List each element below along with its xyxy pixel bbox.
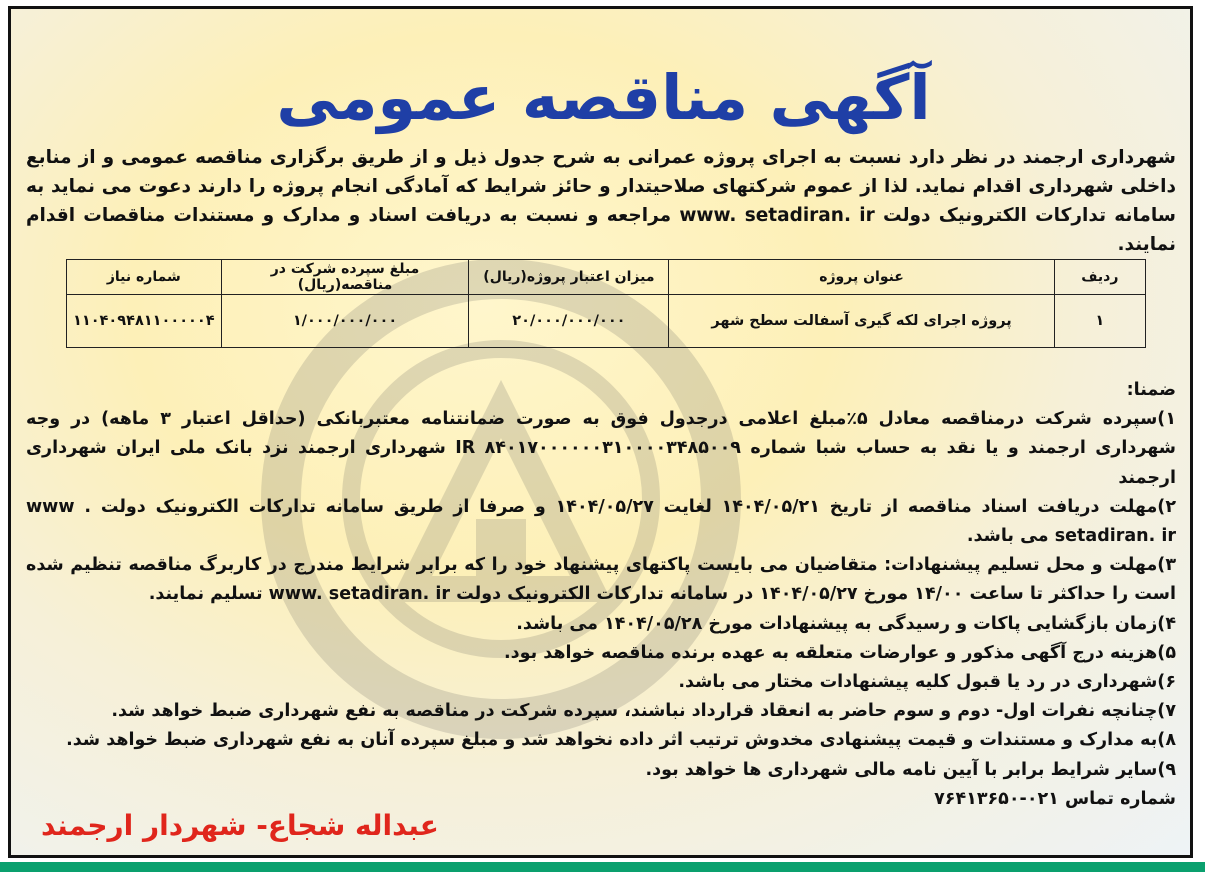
notes-section	[26, 376, 1176, 814]
tender-table	[66, 259, 1146, 348]
col-header-project-title: عنوان پروژه	[669, 260, 1054, 295]
bottom-accent-bar	[0, 862, 1205, 872]
col-header-need-number: شماره نیاز	[67, 260, 222, 295]
cell-row-number: ۱	[1054, 295, 1145, 348]
notice-title: آگهی مناقصه عمومی	[276, 61, 931, 134]
notes-heading: ضمنا:	[1126, 380, 1176, 400]
col-header-row-number: ردیف	[1054, 260, 1145, 295]
cell-need-number: ۱۱۰۴۰۹۴۸۱۱۰۰۰۰۰۴	[67, 295, 222, 348]
table-row	[67, 295, 1146, 348]
intro-paragraph: شهرداری ارجمند در نظر دارد نسبت به اجرای پروژه عمرانی به شرح جدول ذیل و از طریق برگزاری مناقصه عمومی و از منابع داخلی شهرداری اقدام نماید. لذا از عموم شرکتهای صلاحیتدار و حائز شرایط که آمادگی انجام پروژه را دارند دعوت می نماید به سامانه تدارکات الکترونیک دولت www. setadiran. ir مراجعه و نسبت به دریافت اسناد و مدارک و مستندات مناقصات اقدام نمایند.	[26, 147, 1176, 255]
col-header-project-budget: میزان اعتبار پروژه(ریال)	[469, 260, 669, 295]
table-header-row	[67, 260, 1146, 295]
mayor-signature: عبداله شجاع- شهردار ارجمند	[41, 809, 439, 842]
note-item-7: ۷)چنانچه نفرات اول- دوم و سوم حاضر به انعقاد قرارداد نباشند، سپرده شرکت در مناقصه به نفع شهرداری ضبط خواهد شد.	[111, 701, 1176, 722]
note-item-3: ۳)مهلت و محل تسلیم پیشنهادات: متقاضیان می بایست پاکتهای پیشنهاد خود را که برابر شرایط مندرج در کاربرگ مناقصه تنظیم شده است را حداکثر تا ساعت ۱۴/۰۰ مورخ ۱۴۰۴/۰۵/۲۷ در سامانه تدارکات الکترونیک دولت www. setadiran. ir تسلیم نمایند.	[26, 555, 1176, 605]
cell-project-budget: ۲۰/۰۰۰/۰۰۰/۰۰۰	[469, 295, 669, 348]
note-item-2: ۲)مهلت دریافت اسناد مناقصه از تاریخ ۱۴۰۴/۰۵/۲۱ لغایت ۱۴۰۴/۰۵/۲۷ و صرفا از طریق سامانه تدارکات الکترونیک دولت . www setadiran. ir می باشد.	[26, 496, 1176, 547]
contact-phone: شماره تماس ۰۲۱-۷۶۴۱۳۶۵۰	[934, 788, 1176, 809]
cell-deposit-amount: ۱/۰۰۰/۰۰۰/۰۰۰	[221, 295, 469, 348]
note-item-6: ۶)شهرداری در رد یا قبول کلیه پیشنهادات مختار می باشد.	[678, 672, 1176, 693]
cell-project-title: پروژه اجرای لکه گیری آسفالت سطح شهر	[669, 295, 1054, 348]
note-item-8: ۸)به مدارک و مستندات و قیمت پیشنهادی مخدوش ترتیب اثر داده نخواهد شد و مبلغ سپرده آنان به نفع شهرداری ضبط خواهد شد.	[66, 730, 1176, 751]
note-item-1: ۱)سپرده شرکت درمناقصه معادل ۵٪مبلغ اعلامی درجدول فوق به صورت ضمانتنامه معتبربانکی (حداقل اعتبار ۳ ماهه) در وجه شهرداری ارجمند و یا نقد به حساب شبا شماره IR ۸۴۰۱۷۰۰۰۰۰۰۳۱۰۰۰۰۳۴۸۵۰۰۹ شهرداری ارجمند نزد بانک ملی ایران شهرداری ارجمند	[26, 409, 1176, 488]
note-item-5: ۵)هزینه درج آگهی مذکور و عوارضات متعلقه به عهده برنده مناقصه خواهد بود.	[503, 642, 1176, 663]
col-header-deposit-amount: مبلغ سپرده شرکت در مناقصه(ریال)	[221, 260, 469, 295]
note-item-4: ۴)زمان بازگشایی پاکات و رسیدگی به پیشنهادات مورخ ۱۴۰۴/۰۵/۲۸ می باشد.	[516, 613, 1176, 634]
note-item-9: ۹)سایر شرایط برابر با آیین نامه مالی شهرداری ها خواهد بود.	[645, 759, 1176, 780]
notice-frame	[8, 6, 1193, 858]
